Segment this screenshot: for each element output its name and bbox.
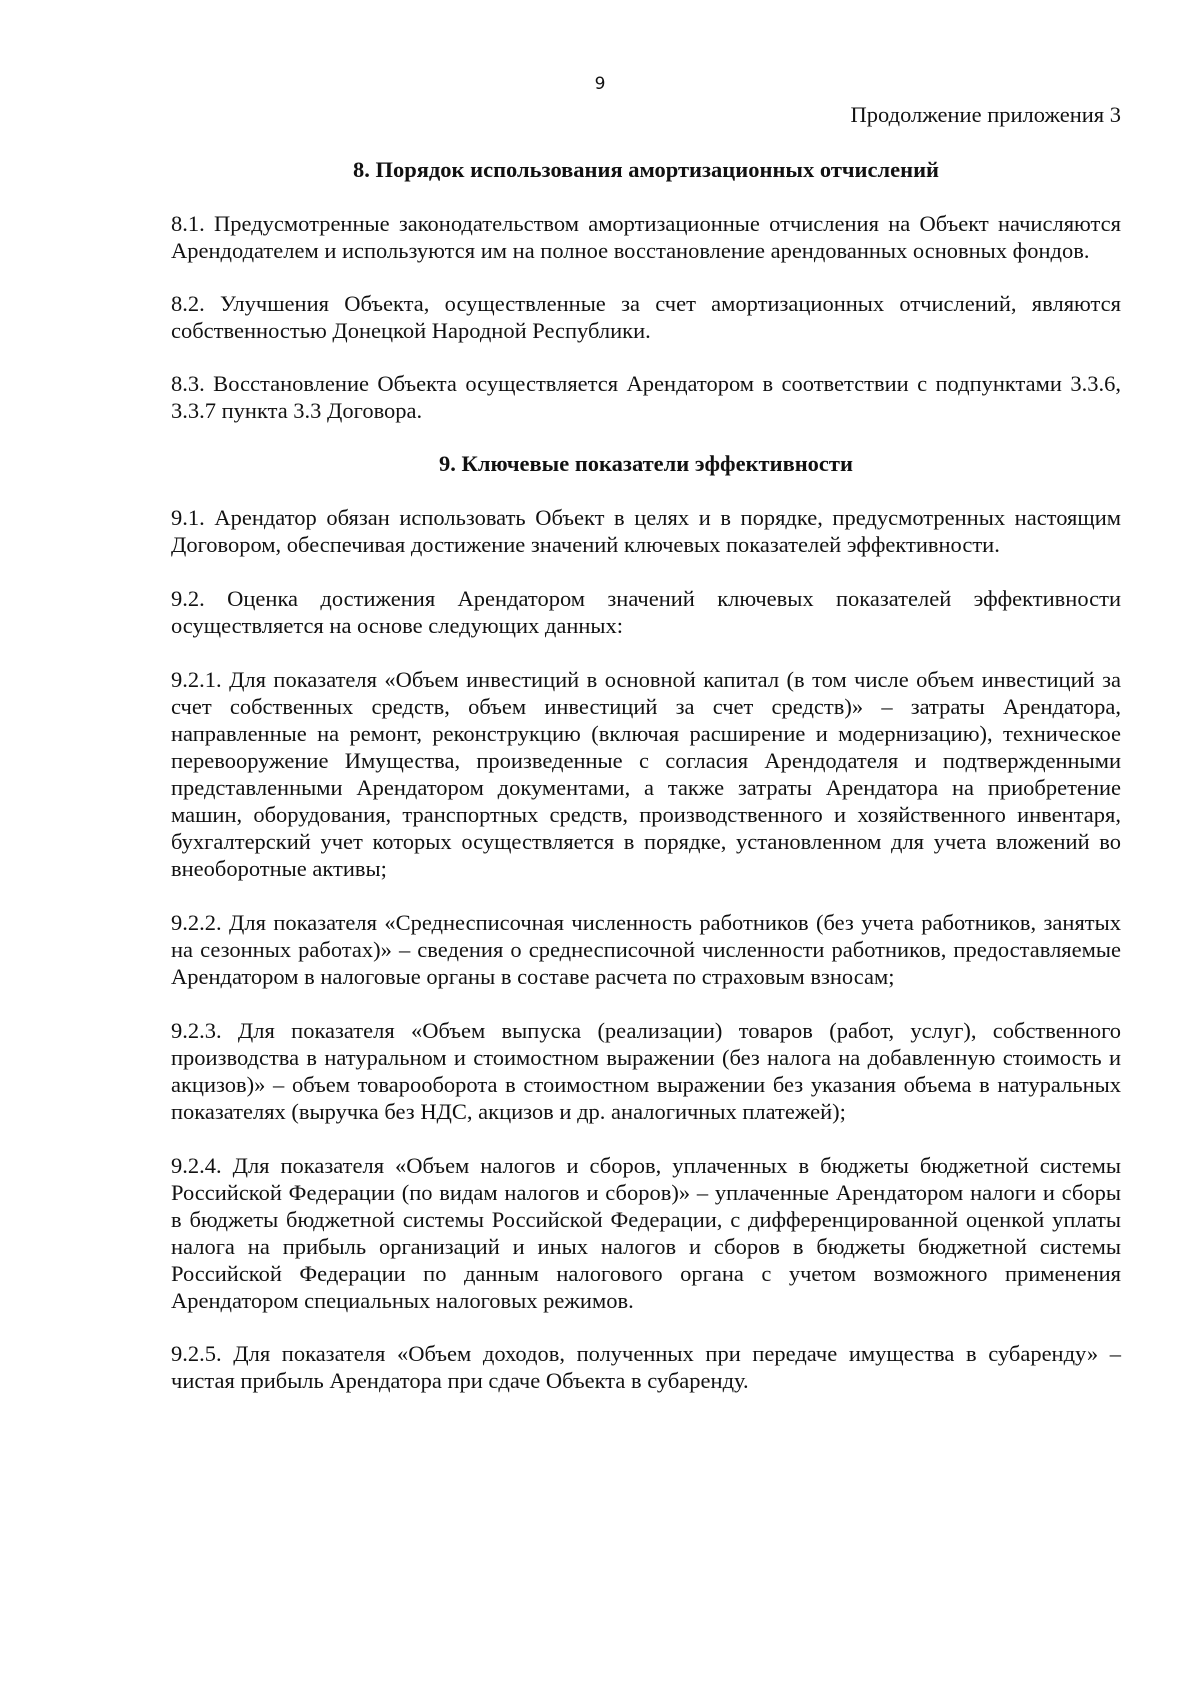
paragraph-9-1: 9.1. Арендатор обязан использовать Объект в целях и в порядке, предусмотренных настоящим Договором, обеспечивая достижение значений ключевых показателей эффективности. bbox=[171, 505, 1121, 557]
paragraph-8-3: 8.3. Восстановление Объекта осуществляется Арендатором в соответствии с подпунктами 3.3.6, 3.3.7 пункта 3.3 Договора. bbox=[171, 371, 1121, 423]
paragraph-9-2-3: 9.2.3. Для показателя «Объем выпуска (реализации) товаров (работ, услуг), собственного производства в натуральном и стоимостном выражении (без налога на добавленную стоимость и акцизов)» – объем товарооборота в стоимостном выражении без указания объема в натуральных показателях (выручка без НДС, акцизов и др. аналогичных платежей); bbox=[171, 1018, 1121, 1124]
paragraph-9-2-2: 9.2.2. Для показателя «Среднесписочная численность работников (без учета работников, занятых на сезонных работах)» – сведения о среднесписочной численности работников, предоставляемые Арендатором в налоговые органы в составе расчета по страховым взносам; bbox=[171, 910, 1121, 989]
appendix-continuation-note: Продолжение приложения 3 bbox=[850, 102, 1121, 127]
paragraph-8-2: 8.2. Улучшения Объекта, осуществленные за счет амортизационных отчислений, являются собственностью Донецкой Народной Республики. bbox=[171, 291, 1121, 343]
section-9-heading: 9. Ключевые показатели эффективности bbox=[439, 451, 853, 476]
paragraph-9-2: 9.2. Оценка достижения Арендатором значений ключевых показателей эффективности осуществляется на основе следующих данных: bbox=[171, 586, 1121, 638]
paragraph-9-2-4: 9.2.4. Для показателя «Объем налогов и сборов, уплаченных в бюджеты бюджетной системы Российской Федерации (по видам налогов и сборов)» – уплаченные Арендатором налоги и сборы в бюджеты бюджетной системы Российской Федерации, с дифференцированной оценкой уплаты налога на прибыль организаций и иных налогов и сборов в бюджеты бюджетной системы Российской Федерации по данным налогового органа с учетом возможного применения Арендатором специальных налоговых режимов. bbox=[171, 1153, 1121, 1313]
document-body bbox=[171, 156, 1121, 1394]
paragraph-8-1: 8.1. Предусмотренные законодательством амортизационные отчисления на Объект начисляются Арендодателем и используются им на полное восстановление арендованных основных фондов. bbox=[171, 211, 1121, 263]
paragraph-9-2-1: 9.2.1. Для показателя «Объем инвестиций в основной капитал (в том числе объем инвестиций за счет собственных средств, объем инвестиций за счет средств)» – затраты Арендатора, направленные на ремонт, реконструкцию (включая расширение и модернизацию), техническое перевооружение Имущества, произведенные с согласия Арендодателя и подтвержденными представленными Арендатором документами, а также затраты Арендатора на приобретение машин, оборудования, транспортных средств, производственного и хозяйственного инвентаря, бухгалтерский учет которых осуществляется в порядке, установленном для учета вложений во внеоборотные активы; bbox=[171, 667, 1121, 881]
page-number: 9 bbox=[594, 74, 606, 94]
section-8-heading: 8. Порядок использования амортизационных отчислений bbox=[352, 157, 940, 182]
paragraph-9-2-5: 9.2.5. Для показателя «Объем доходов, полученных при передаче имущества в субаренду» – чистая прибыль Арендатора при сдаче Объекта в субаренду. bbox=[171, 1341, 1121, 1393]
